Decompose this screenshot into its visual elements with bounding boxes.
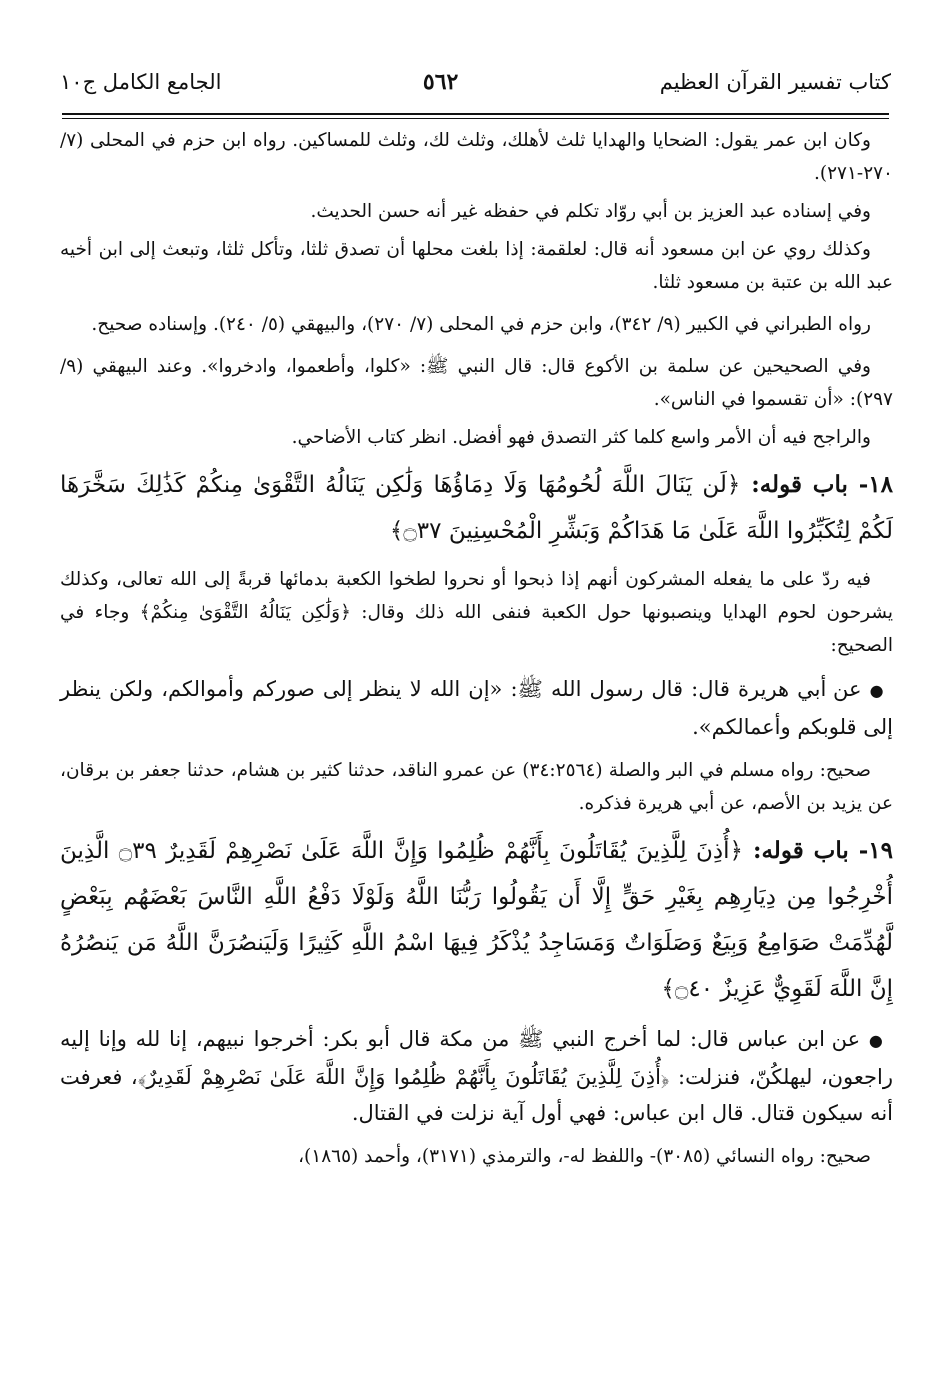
chapter-19-verse: ﴿أُذِنَ لِلَّذِينَ يُقَاتَلُونَ بِأَنَّهُمْ ظُلِمُوا وَإِنَّ اللَّهَ عَلَىٰ نَصْرِهِمْ لَقَدِيرٌ ۝٣٩ الَّذِينَ أُخْرِجُوا مِن دِيَارِهِم بِغَيْرِ حَقٍّ إِلَّا أَن يَقُولُوا رَبُّنَا اللَّهُ وَلَوْلَا دَفْعُ اللَّهِ النَّاسَ بَعْضَهُم بِبَعْضٍ لَّهُدِّمَتْ صَوَامِعُ وَبِيَعٌ وَصَلَوَاتٌ وَمَسَاجِدُ يُذْكَرُ فِيهَا اسْمُ اللَّهِ كَثِيرًا وَلَيَنصُرَنَّ اللَّهُ مَن يَنصُرُهُ إِنَّ اللَّهَ لَقَوِيٌّ عَزِيزٌ ۝٤٠﴾: [60, 838, 893, 1002]
chapter-18-verse: ﴿لَن يَنَالَ اللَّهَ لُحُومُهَا وَلَا دِمَاؤُهَا وَلَٰكِن يَنَالُهُ التَّقْوَىٰ مِنكُمْ كَذَٰلِكَ سَخَّرَهَا لَكُمْ لِتُكَبِّرُوا اللَّهَ عَلَىٰ مَا هَدَاكُمْ وَبَشِّرِ الْمُحْسِنِينَ ۝٣٧﴾: [60, 472, 893, 544]
paragraph-sahihain: وفي الصحيحين عن سلمة بن الأكوع قال: قال النبي ﷺ: «كلوا، وأطعموا، وادخروا». وعند البيهقي (٩/ ٢٩٧): «أن تقسموا في الناس».: [60, 356, 893, 410]
chapter-18-commentary: فيه ردّ على ما يفعله المشركون أنهم إذا ذبحوا أو نحروا لطخوا الكعبة بدمائها قربةً إلى الله تعالى، وكذلك يشرحون لحوم الهدايا وينصبونها حول الكعبة فنفى الله ذلك وقال: ﴿وَلَٰكِن يَنَالُهُ التَّقْوَىٰ مِنكُمْ﴾ وجاء في الصحيح:: [60, 569, 893, 656]
header-rule: [62, 113, 889, 115]
volume-title: الجامع الكامل ج١٠: [60, 70, 222, 94]
chapter-19-label: ١٩- باب قوله:: [752, 837, 893, 864]
paragraph-tabarani-source: رواه الطبراني في الكبير (٩/ ٣٤٢)، وابن حزم في المحلى (٧/ ٢٧٠)، والبيهقي (٥/ ٢٤٠). وإسناده صحيح.: [91, 314, 871, 335]
chapter-18-heading: [60, 462, 893, 554]
paragraph-ibn-masud: وكذلك روي عن ابن مسعود أنه قال: لعلقمة: إذا بلغت محلها أن تصدق ثلثا، وتأكل ثلثا، وتبعث إلى ابن أخيه عبد الله بن عتبة بن مسعود ثلثا.: [60, 239, 893, 293]
paragraph-isnad-note: وفي إسناده عبد العزيز بن أبي روّاد تكلم في حفظه غير أنه حسن الحديث.: [310, 201, 871, 222]
hadith-abu-hurayra: [60, 671, 893, 745]
page-body: [60, 124, 893, 1173]
chapter-18-label: ١٨- باب قوله:: [751, 471, 893, 498]
hadith-abu-hurayra-text: عن أبي هريرة قال: قال رسول الله ﷺ: «إن الله لا ينظر إلى صوركم وأموالكم، ولكن ينظر إلى قلوبكم وأعمالكم».: [60, 677, 893, 739]
bullet-icon: ●: [868, 1031, 885, 1050]
hadith-ibn-abbas-text: عن ابن عباس قال: لما أخرج النبي ﷺ من مكة قال أبو بكر: أخرجوا نبيهم، إنا لله وإنا إليه راجعون، ليهلكُنّ، فنزلت: ﴿أُذِنَ لِلَّذِينَ يُقَاتَلُونَ بِأَنَّهُمْ ظُلِمُوا وَإِنَّ اللَّهَ عَلَىٰ نَصْرِهِمْ لَقَدِيرٌ﴾، فعرفت أنه سيكون قتال. قال ابن عباس: فهي أول آية نزلت في القتال.: [60, 1027, 893, 1125]
header-rule-thin: [62, 118, 889, 119]
paragraph-rajih: والراجح فيه أن الأمر واسع كلما كثر التصدق فهو أفضل. انظر كتاب الأضاحي.: [291, 427, 871, 448]
book-title: كتاب تفسير القرآن العظيم: [659, 70, 891, 94]
page-header: [60, 62, 891, 102]
paragraph-ibn-umar: وكان ابن عمر يقول: الضحايا والهدايا ثلث لأهلك، وثلث لك، وثلث للمساكين. رواه ابن حزم في المحلى (٧/ ٢٧٠-٢٧١).: [60, 130, 893, 184]
hadith-ibn-abbas: [60, 1021, 893, 1131]
chapter-19-heading: [60, 828, 893, 1012]
hadith-ibn-abbas-source: صحيح: رواه النسائي (٣٠٨٥)- واللفظ له-، والترمذي (٣١٧١)، وأحمد (١٨٦٥)،: [298, 1146, 871, 1167]
bullet-icon: ●: [869, 681, 885, 700]
page-number: ٥٦٢: [422, 69, 459, 95]
hadith-abu-hurayra-source: صحيح: رواه مسلم في البر والصلة (٣٤:٢٥٦٤) عن عمرو الناقد، حدثنا كثير بن هشام، حدثنا جعفر بن برقان، عن يزيد بن الأصم، عن أبي هريرة فذكره.: [60, 760, 893, 814]
